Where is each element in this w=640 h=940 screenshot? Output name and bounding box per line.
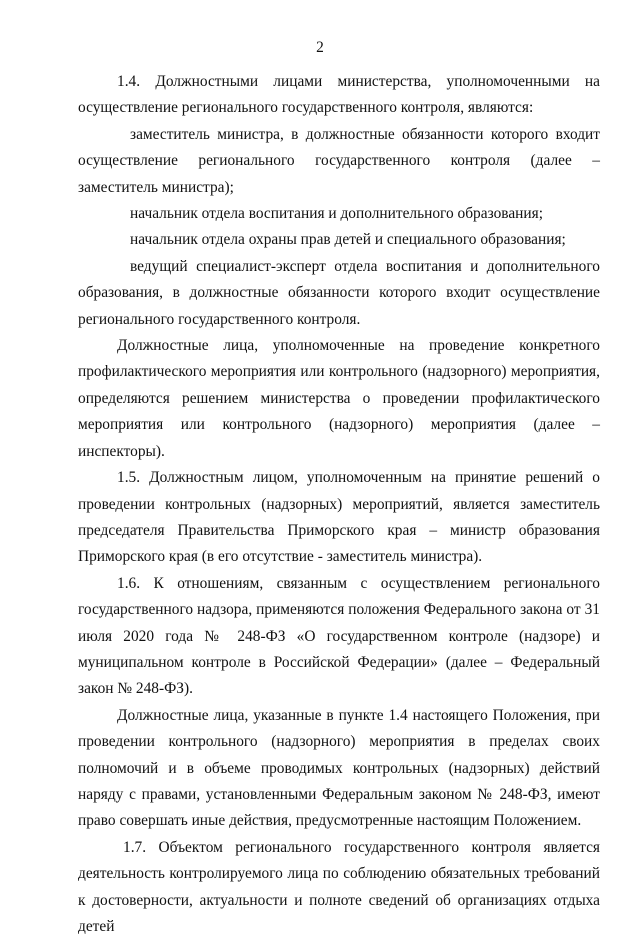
paragraph-1-6-federal-law: 1.6. К отношениям, связанным с осуществлением регионального государственного надзора, применяются положения Федерального закона от 31 июля 2020 года № 248-ФЗ «О государственном контроле (надзоре) и муниципальном контроле в Российской Федерации» (далее – Федеральный закон № 248-ФЗ). [78,574,600,698]
paragraph-1-5-decision-maker: 1.5. Должностным лицом, уполномоченным на принятие решений о проведении контрольных (надзорных) мероприятий, является заместитель председателя Правительства Приморского края – министр образования Приморского края (в его отсутствие - заместитель министра). [78,469,600,566]
paragraph-1-7-control-object: 1.7. Объектом регионального государственного контроля является деятельность контролируемого лица по соблюдению обязательных требований к достоверности, актуальности и полноте сведений об организациях отдыха детей [78,838,600,935]
list-item-leading-specialist: ведущий специалист-эксперт отдела воспитания и дополнительного образования, в должностные обязанности которого входит осуществление регионального государственного контроля. [78,257,600,328]
paragraph-1-4-officials: 1.4. Должностными лицами министерства, уполномоченными на осуществление регионального государственного контроля, являются: [78,73,600,117]
paragraph-officials-rights: Должностные лица, указанные в пункте 1.4 настоящего Положения, при проведении контрольного (надзорного) мероприятия в пределах своих полномочий и в объеме проводимых контрольных (надзорных) действий наряду с правами, установленными Федеральным законом № 248-ФЗ, имеют право совершать иные действия, предусмотренные настоящим Положением. [78,706,600,830]
list-item-head-child-rights-department: начальник отдела охраны прав детей и специального образования; [130,231,566,249]
paragraph-inspectors: Должностные лица, уполномоченные на проведение конкретного профилактического мероприятия или контрольного (надзорного) мероприятия, определяются решением министерства о проведении профилактического мероприятия или контрольного (надзорного) мероприятия (далее – инспекторы). [78,337,600,460]
page-number: 2 [316,39,324,56]
list-item-head-education-department: начальник отдела воспитания и дополнительного образования; [130,205,543,223]
list-item-deputy-minister: заместитель министра, в должностные обязанности которого входит осуществление регионального государственного контроля (далее – заместитель министра); [78,125,600,196]
document-body [78,69,600,940]
